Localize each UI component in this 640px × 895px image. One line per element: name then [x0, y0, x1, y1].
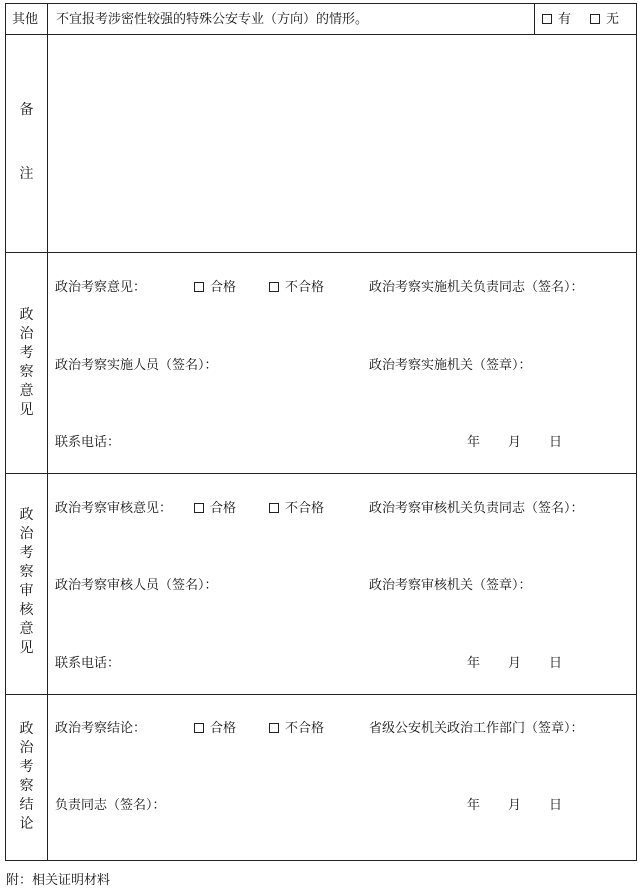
review-year: 年 [467, 656, 481, 671]
label-char: 治 [19, 526, 34, 542]
conclusion-leader-sign: 负责同志（签名）： [55, 798, 166, 813]
review-phone: 联系电话： [55, 656, 121, 671]
opinion-label: 政治考察意见： [55, 280, 147, 295]
opinion-leader-sign: 政治考察实施机关负责同志（签名）： [369, 280, 584, 295]
checkbox-pass[interactable] [194, 723, 204, 733]
review-org-seal: 政治考察审核机关（签章）： [369, 578, 532, 593]
conclusion-dept-seal: 省级公安机关政治工作部门（签章）： [369, 721, 584, 736]
review-pass-option[interactable] [194, 501, 236, 517]
label-char: 论 [19, 816, 34, 832]
option-yes[interactable] [542, 12, 571, 28]
row-divider [6, 694, 636, 695]
opinion-org-seal: 政治考察实施机关（签章）： [369, 358, 532, 373]
opinion-month: 月 [508, 435, 522, 450]
pass-label: 合格 [210, 501, 237, 516]
checkbox-yes[interactable] [542, 14, 552, 24]
attachment-note: 附：相关证明材料 [6, 873, 111, 888]
option-yes-label: 有 [558, 12, 572, 27]
remarks-label-char: 备 [19, 102, 34, 118]
option-no-label: 无 [606, 12, 620, 27]
opinion-year: 年 [467, 435, 481, 450]
option-column-divider [534, 4, 535, 34]
checkbox-fail[interactable] [269, 503, 279, 513]
opinion-day: 日 [549, 435, 563, 450]
label-char: 核 [19, 602, 34, 618]
review-month: 月 [508, 656, 522, 671]
label-char: 意 [19, 383, 34, 399]
checkbox-fail[interactable] [269, 723, 279, 733]
conclusion-section-label [6, 720, 47, 834]
opinion-section-label [6, 306, 47, 420]
label-char: 见 [19, 402, 34, 418]
opinion-staff-sign: 政治考察实施人员（签名）： [55, 358, 218, 373]
label-char: 政 [19, 507, 34, 523]
conclusion-month: 月 [508, 798, 522, 813]
label-char: 治 [19, 740, 34, 756]
conclusion-fail-option[interactable] [269, 721, 324, 737]
row-divider [6, 252, 636, 253]
opinion-pass-option[interactable] [194, 280, 236, 296]
label-char: 结 [19, 797, 34, 813]
political-review-form [5, 3, 637, 861]
fail-label: 不合格 [285, 280, 325, 295]
review-staff-sign: 政治考察审核人员（签名）： [55, 578, 218, 593]
label-char: 治 [19, 326, 34, 342]
checkbox-no[interactable] [590, 14, 600, 24]
review-label: 政治考察审核意见： [55, 501, 173, 516]
remarks-field[interactable] [48, 35, 636, 252]
conclusion-year: 年 [467, 798, 481, 813]
conclusion-day: 日 [549, 798, 563, 813]
checkbox-fail[interactable] [269, 282, 279, 292]
pass-label: 合格 [210, 721, 237, 736]
option-no[interactable] [590, 12, 619, 28]
label-char: 察 [19, 778, 34, 794]
conclusion-label: 政治考察结论： [55, 721, 147, 736]
pass-label: 合格 [210, 280, 237, 295]
opinion-fail-option[interactable] [269, 280, 324, 296]
checkbox-pass[interactable] [194, 282, 204, 292]
label-char: 察 [19, 564, 34, 580]
label-char: 考 [19, 545, 34, 561]
review-day: 日 [549, 656, 563, 671]
checkbox-pass[interactable] [194, 503, 204, 513]
remarks-label [6, 101, 47, 120]
label-char: 政 [19, 721, 34, 737]
remarks-label [6, 165, 47, 184]
row-divider [6, 473, 636, 474]
label-char: 政 [19, 307, 34, 323]
label-char: 意 [19, 621, 34, 637]
label-char: 审 [19, 583, 34, 599]
review-fail-option[interactable] [269, 501, 324, 517]
opinion-phone: 联系电话： [55, 435, 121, 450]
label-char: 考 [19, 759, 34, 775]
label-char: 考 [19, 345, 34, 361]
conclusion-pass-option[interactable] [194, 721, 236, 737]
review-section-label [6, 506, 47, 658]
review-leader-sign: 政治考察审核机关负责同志（签名）： [369, 501, 584, 516]
label-char: 见 [19, 640, 34, 656]
other-label: 其他 [12, 12, 39, 27]
fail-label: 不合格 [285, 721, 325, 736]
fail-label: 不合格 [285, 501, 325, 516]
label-char: 察 [19, 364, 34, 380]
remarks-label-char: 注 [19, 166, 34, 182]
other-text: 不宜报考涉密性较强的特殊公安专业（方向）的情形。 [56, 12, 369, 27]
